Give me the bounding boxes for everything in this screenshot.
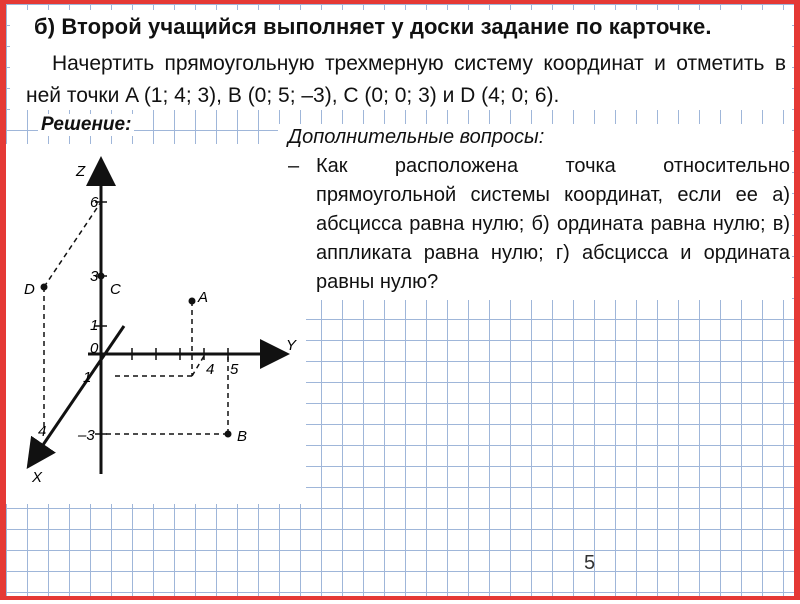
tick-label-x4: 4 [38, 423, 47, 440]
point-a [189, 298, 196, 305]
point-c [98, 273, 105, 280]
solution-label: Решение: [38, 114, 134, 136]
point-label-b: B [237, 428, 248, 445]
tick-label-z1: 1 [90, 317, 99, 334]
point-b [225, 431, 232, 438]
point-label-a: A [198, 289, 209, 306]
question-body: Как расположена точка относительно прямоугольной системы координат, если ее а) абсцисса равна нулю; б) ордината равна нулю; в) аппликата равна нулю; г) абсцисса и ордината равны нулю? [316, 155, 790, 293]
tick-label-zneg3: –3 [78, 427, 95, 444]
z-axis-label: Z [76, 163, 86, 180]
page-number: 5 [584, 552, 596, 574]
point-label-d: D [24, 281, 35, 298]
coordinate-diagram [6, 4, 800, 604]
y-axis-label: Y [286, 337, 297, 354]
task-heading: б) Второй учащийся выполняет у доски задание по карточке. [34, 14, 712, 39]
a-proj-y [192, 356, 204, 376]
tick-label-y4: 4 [206, 361, 215, 378]
task-text: Начертить прямоугольную трехмерную систему координат и отметить в ней точки A (1; 4; 3), B (0; 5; –3), C (0; 0; 3) и D (4; 0; 6). [26, 52, 786, 107]
tick-label-z3: 3 [90, 268, 99, 285]
tick-label-y5: 5 [230, 361, 239, 378]
tick-label-x1: 1 [83, 369, 92, 386]
question-dash: – [288, 155, 300, 177]
origin-label: 0 [90, 340, 99, 357]
questions-title: Дополнительные вопросы: [288, 126, 545, 148]
point-d [41, 284, 48, 291]
x-axis-label: X [32, 469, 43, 486]
point-label-c: C [110, 281, 121, 298]
tick-label-z6: 6 [90, 194, 99, 211]
